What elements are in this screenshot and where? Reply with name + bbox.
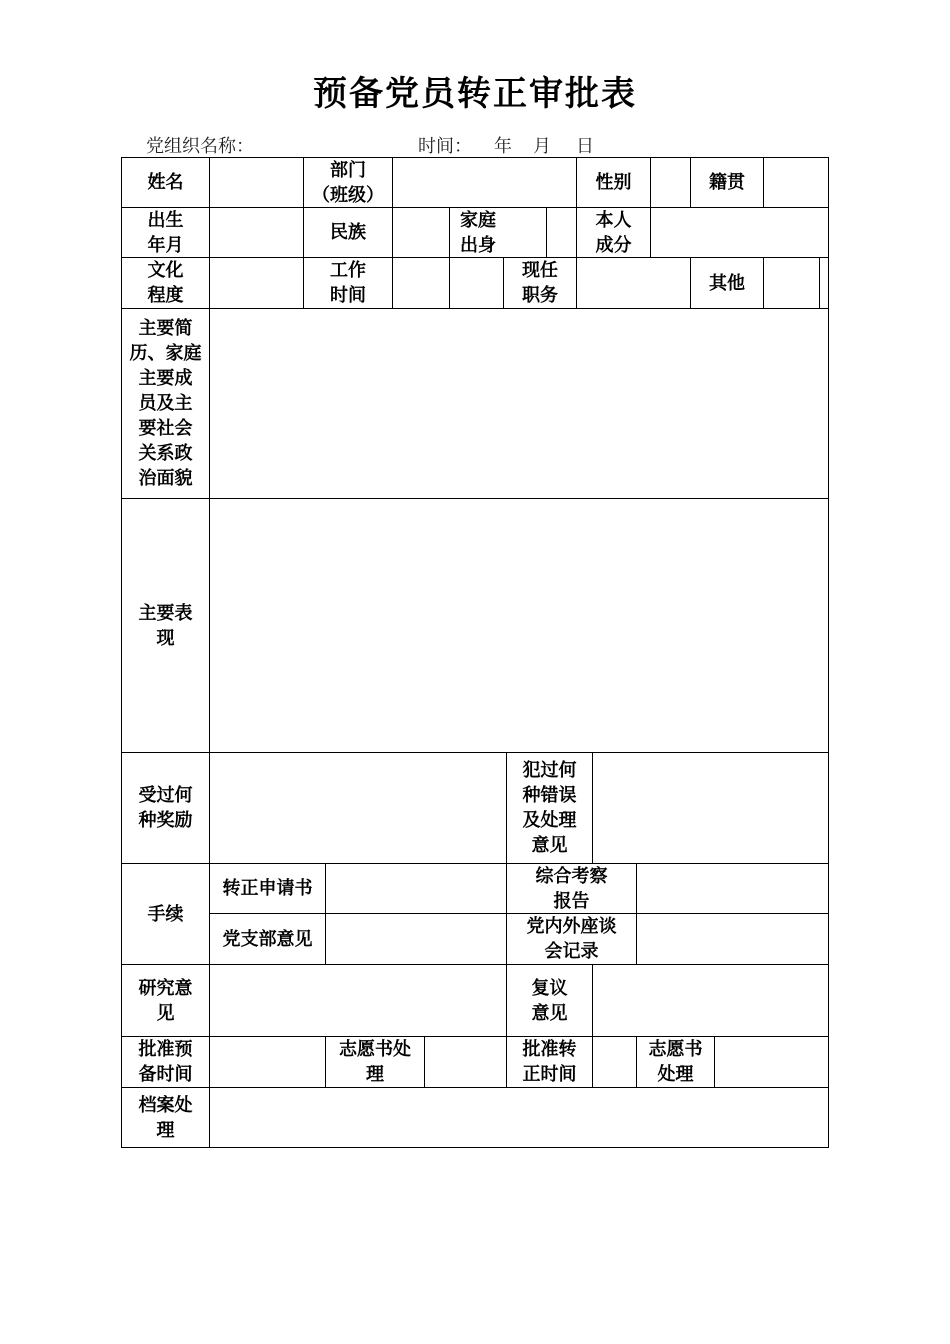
dept-label: 部门 （班级）	[312, 159, 384, 206]
ethnicity-field[interactable]	[393, 208, 449, 257]
work-time-label: 工作 时间	[330, 260, 366, 306]
inspection-report-field[interactable]	[637, 864, 828, 913]
education-field[interactable]	[210, 258, 303, 308]
personal-status-label: 本人 成分	[595, 209, 632, 256]
mistakes-field[interactable]	[593, 753, 828, 863]
gender-field[interactable]	[651, 158, 690, 207]
mistakes-label: 犯过何 种错误 及处理 意见	[522, 760, 577, 856]
application-label: 转正申请书	[222, 878, 313, 899]
name-field[interactable]	[210, 158, 303, 207]
resume-label: 主要简 历、家庭 主要成 员及主 要社会 关系政 治面貌	[129, 318, 202, 489]
inspection-report-label: 综合考察 报告	[535, 865, 608, 912]
work-time-field[interactable]	[393, 258, 503, 308]
day-label: 日	[576, 136, 594, 157]
regular-time-label: 批准转 正时间	[522, 1039, 577, 1085]
regular-time-field[interactable]	[593, 1037, 636, 1087]
birth-label: 出生 年月	[147, 209, 184, 256]
forum-record-field[interactable]	[637, 914, 828, 964]
current-position-label: 现任 职务	[522, 260, 558, 306]
resume-field[interactable]	[210, 309, 828, 498]
research-opinion-label: 研究意 见	[138, 977, 193, 1024]
branch-opinion-label: 党支部意见	[222, 928, 313, 950]
awards-field[interactable]	[210, 753, 506, 863]
awards-label: 受过何 种奖励	[138, 785, 193, 831]
pledge-handling-field-1[interactable]	[425, 1037, 506, 1087]
birth-field[interactable]	[210, 208, 303, 257]
procedures-label: 手续	[147, 903, 184, 925]
native-place-label: 籍贯	[709, 172, 745, 193]
pledge-handling-field-2[interactable]	[715, 1037, 828, 1087]
org-name-label: 党组织名称：	[146, 136, 254, 157]
review-opinion-field[interactable]	[593, 965, 828, 1036]
education-label: 文化 程度	[147, 260, 184, 306]
review-opinion-label: 复议 意见	[531, 977, 568, 1024]
other-label: 其他	[709, 272, 745, 294]
other-field[interactable]	[764, 258, 819, 308]
personal-status-field[interactable]	[651, 208, 828, 257]
family-origin-label: 家庭 出身	[460, 209, 496, 256]
pledge-handling-label-1: 志愿书处 理	[339, 1039, 411, 1085]
current-position-field[interactable]	[577, 258, 690, 308]
branch-opinion-field[interactable]	[326, 914, 506, 964]
year-label: 年	[494, 136, 512, 157]
native-place-field[interactable]	[764, 158, 828, 207]
gender-label: 性别	[595, 172, 632, 193]
ethnicity-label: 民族	[330, 222, 366, 243]
family-origin-field[interactable]	[507, 208, 576, 257]
dept-field[interactable]	[393, 158, 576, 207]
research-opinion-field[interactable]	[210, 965, 506, 1036]
month-label: 月	[533, 136, 551, 157]
archive-handling-label: 档案处 理	[138, 1094, 193, 1141]
forum-record-label: 党内外座谈 会记录	[526, 916, 617, 962]
archive-handling-field[interactable]	[210, 1088, 828, 1147]
name-label: 姓名	[147, 172, 184, 193]
time-label: 时间：	[418, 136, 472, 157]
performance-field[interactable]	[210, 499, 828, 752]
probation-time-field[interactable]	[210, 1037, 325, 1087]
performance-label: 主要表 现	[138, 602, 193, 649]
page-title: 预备党员转正审批表	[313, 74, 637, 114]
pledge-handling-label-2: 志愿书 处理	[648, 1039, 703, 1085]
probation-time-label: 批准预 备时间	[138, 1039, 193, 1085]
application-field[interactable]	[326, 864, 506, 913]
